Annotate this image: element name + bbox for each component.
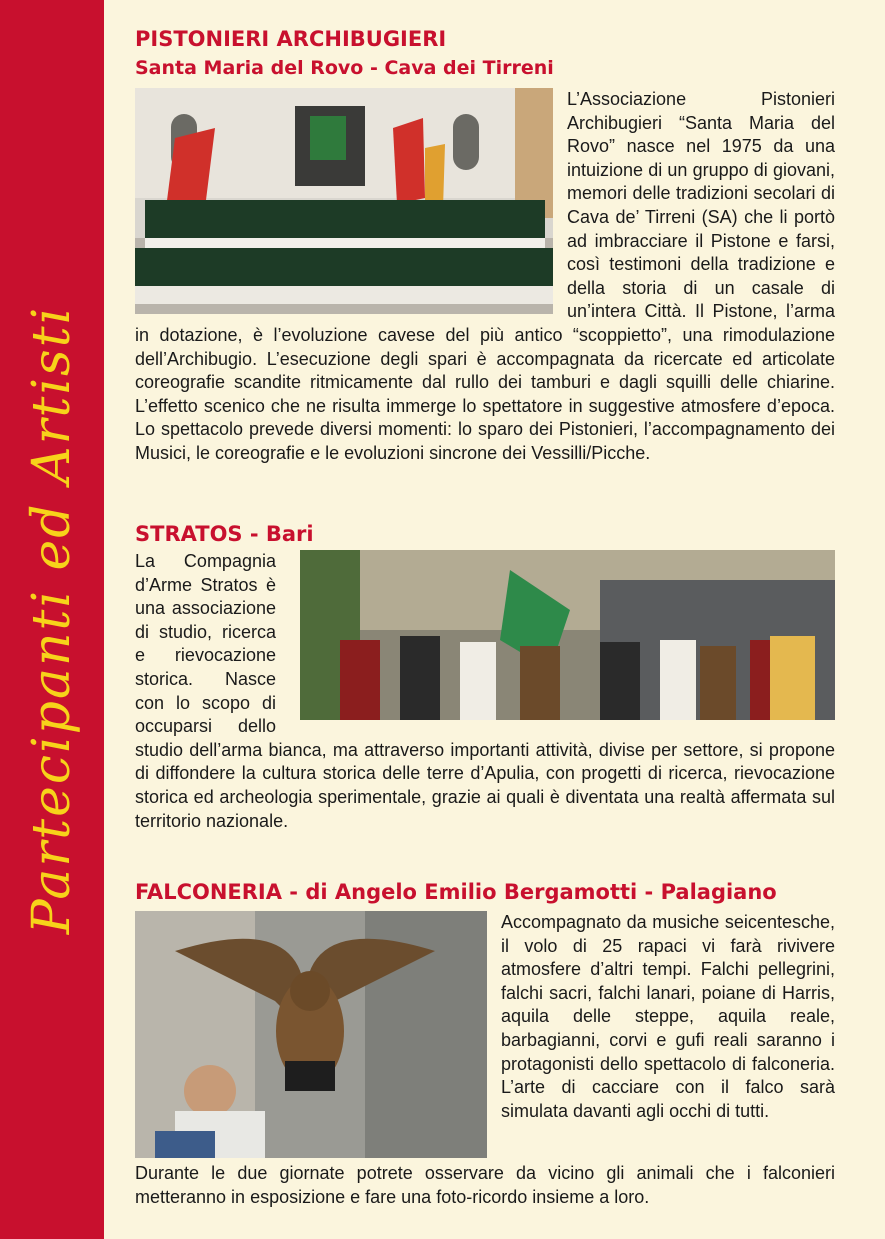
falconeria-text-3: Durante le due giornate potrete osservare da vicino gli animali che i falconieri metteranno in esposizione e fare una foto-ricordo insieme a loro. xyxy=(135,1163,835,1207)
section-title-pistonieri: PISTONIERI ARCHIBUGIERI xyxy=(135,27,447,51)
stratos-text: La Compagnia d’Arme Stratos è una associazione di studio, ricerca e rievocazione storica. Nasce con lo scopo di occuparsi dello studio dell’arma bianca, ma attraverso importanti attività, divise per settore, si propone di diffondere la cultura storica delle terre d’Apulia, con progetti di ricerca, rievocazione storica ed archeologia sperimentale, grazie ai quali è diventata una realtà affermata sul territorio nazionale. xyxy=(135,551,835,831)
section-title-stratos: STRATOS - Bari xyxy=(135,522,314,546)
pistonieri-text: L’Associazione Pistonieri Archibugieri “Santa Maria del Rovo” nasce nel 1975 da una intuizione di un gruppo di giovani, memori delle tradizioni secolari di Cava de’ Tirreni (SA) che li portò ad imbracciare il Pistone e farsi, così testimoni della tradizione e della storia di un casale di un’intera Città. Il Pistone, l’arma in dotazione, è l’evoluzione cavese del più antico “scoppietto”, una rimodulazione dell’Archibugio. L’esecuzione degli spari è accompagnata da ricercate ed articolate coreografie scandite ritmicamente dal rullo dei tamburi e dagli squilli delle chiarine. L’effetto scenico che ne risulta immerge lo spettatore in suggestive atmosfere d’epoca. Lo spettacolo prevede diversi momenti: lo sparo dei Pistonieri, l’accompagnamento dei Musici, le coreografie e le evoluzioni sincrone dei Vessilli/Picche. xyxy=(135,89,835,463)
section-body-pistonieri xyxy=(135,88,835,466)
stratos-group-photo xyxy=(300,550,835,720)
falconer-owl-photo xyxy=(135,911,487,1158)
pistonieri-group-photo xyxy=(135,88,553,314)
falconeria-text-2: L’arte di cacciare con il falco sarà simulata davanti agli occhi di tutti. xyxy=(501,1077,835,1121)
section-body-stratos xyxy=(135,550,835,833)
sidebar-band xyxy=(0,0,104,1239)
sidebar-title: Partecipanti ed Artisti xyxy=(22,305,82,935)
falconeria-text: Accompagnato da musiche seicentesche, il volo di 25 rapaci vi farà rivivere atmosfere d’altri tempi. Falchi pellegrini, falchi sacri, falchi lanari, poiane di Harris, aquila delle steppe, aquila reale, barbagianni, corvi e gufi reali saranno i protagonisti dello spettacolo di falconeria. xyxy=(501,912,835,1074)
section-subtitle-pistonieri: Santa Maria del Rovo - Cava dei Tirreni xyxy=(135,57,554,79)
section-title-falconeria: FALCONERIA - di Angelo Emilio Bergamotti - Palagiano xyxy=(135,880,777,904)
section-body-falconeria xyxy=(135,911,835,1209)
